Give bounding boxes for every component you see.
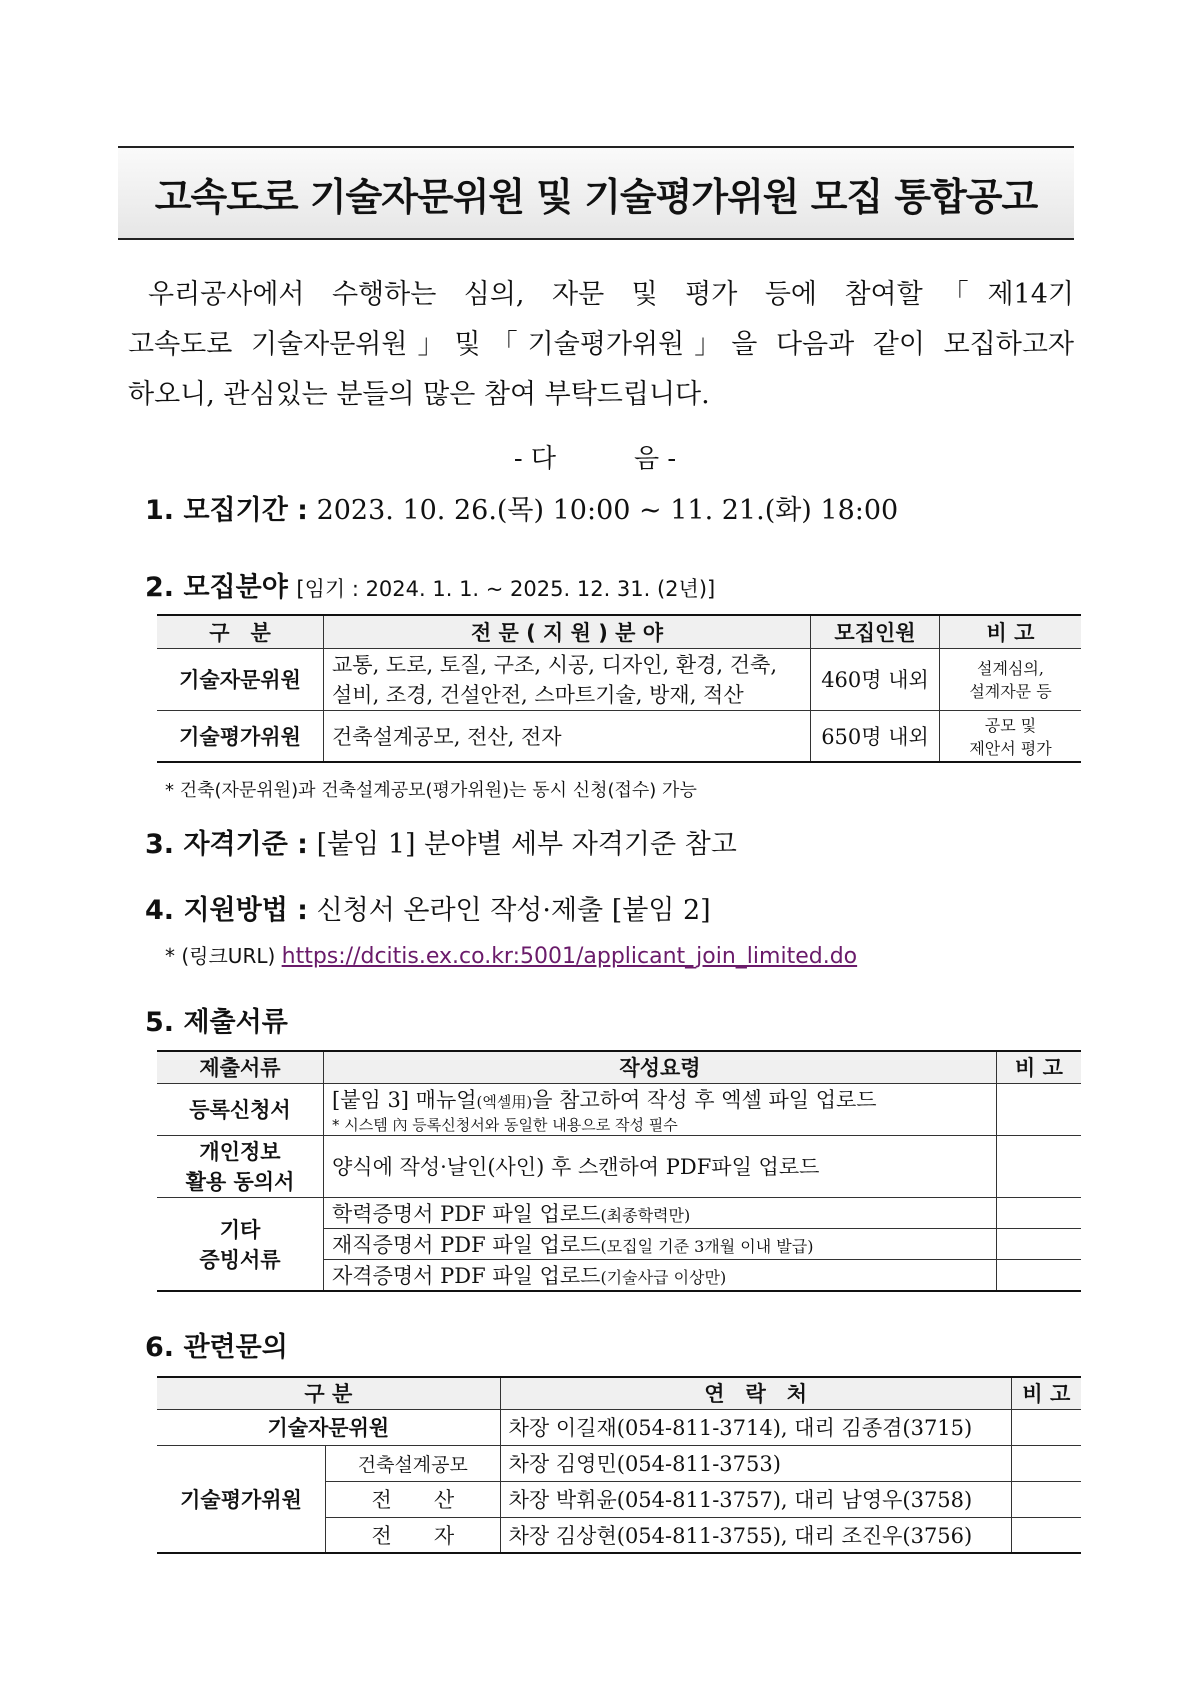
- footnote: * 건축(자문위원)과 건축설계공모(평가위원)는 동시 신청(접수) 가능: [165, 780, 697, 801]
- instruction-text: 자격증명서 PDF 파일 업로드: [332, 1263, 601, 1288]
- doc-note: [997, 1197, 1082, 1228]
- row-field: [324, 648, 811, 710]
- instruction-small: (모집일 기준 3개월 이내 발급): [600, 1236, 814, 1256]
- page-title: 고속도로 기술자문위원 및 기술평가위원 모집 통합공고: [154, 174, 1038, 219]
- table-row: [157, 1409, 1081, 1445]
- row-name: 기술평가위원: [157, 710, 324, 762]
- doc-note: [997, 1259, 1082, 1291]
- doc-note: [997, 1228, 1082, 1259]
- field-table: [157, 614, 1081, 763]
- instruction-text: [붙임 3] 매뉴얼: [332, 1087, 477, 1112]
- col-header: 구 분: [157, 1377, 500, 1409]
- section-label: 6. 관련문의: [145, 1332, 288, 1363]
- doc-note: [997, 1135, 1082, 1197]
- doc-name-line: 증빙서류: [199, 1247, 281, 1272]
- row-count: 650명 내외: [811, 710, 940, 762]
- apply-method: 신청서 온라인 작성·제출 [붙임 2]: [316, 895, 711, 926]
- intro-paragraph: [128, 270, 1074, 420]
- doc-instruction: 양식에 작성·날인(사인) 후 스캔하여 PDF파일 업로드: [324, 1135, 997, 1197]
- contact-info: 차장 김상현(054-811-3755), 대리 조진우(3756): [500, 1517, 1011, 1553]
- section-5: [145, 1000, 288, 1039]
- contact-note: [1011, 1445, 1081, 1481]
- section-label: 2. 모집분야: [145, 572, 288, 603]
- contact-group: 기술자문위원: [157, 1409, 500, 1445]
- col-header: 비 고: [940, 615, 1082, 648]
- contact-note: [1011, 1409, 1081, 1445]
- instruction-text: 학력증명서 PDF 파일 업로드: [332, 1201, 601, 1226]
- doc-name: [157, 1135, 324, 1197]
- row-note: [940, 648, 1082, 710]
- row-note: [940, 710, 1082, 762]
- contact-note: [1011, 1481, 1081, 1517]
- col-header: 제출서류: [157, 1051, 324, 1083]
- apply-link[interactable]: https://dcitis.ex.co.kr:5001/applicant_join_limited.do: [281, 944, 858, 969]
- recruit-period: 2023. 10. 26.(목) 10:00 ~ 11. 21.(화) 18:00: [316, 495, 899, 526]
- section-label: 4. 지원방법 :: [145, 895, 308, 926]
- section-1: [145, 488, 898, 527]
- col-header: 구 분: [157, 615, 324, 648]
- link-prefix: * (링크URL): [165, 944, 276, 968]
- contact-field: 건축설계공모: [326, 1445, 501, 1481]
- doc-name-line: 기타: [219, 1217, 261, 1242]
- doc-name-line: 개인정보: [199, 1140, 281, 1164]
- instruction-text: 재직증명서 PDF 파일 업로드: [332, 1232, 601, 1257]
- intro-line: 고속도로 기술자문위원」및「기술평가위원」을 다음과 같이 모집하고자: [128, 329, 1074, 360]
- col-header: 작성요령: [324, 1051, 997, 1083]
- row-count: 460명 내외: [811, 648, 940, 710]
- field-line: 설비, 조경, 건설안전, 스마트기술, 방재, 적산: [332, 683, 744, 707]
- note-line: 제안서 평가: [969, 738, 1052, 758]
- da-eum-heading: - 다 음 -: [513, 444, 677, 474]
- section-2: [145, 565, 715, 604]
- intro-line: 하오니, 관심있는 분들의 많은 참여 부탁드립니다.: [128, 379, 710, 410]
- table-row: [157, 1445, 1081, 1481]
- title-box: [118, 146, 1074, 240]
- link-line: [165, 940, 857, 969]
- section-label: 3. 자격기준 :: [145, 829, 308, 860]
- doc-name: 등록신청서: [157, 1083, 324, 1135]
- instruction-small: (기술사급 이상만): [600, 1267, 727, 1287]
- contact-field: 전 산: [326, 1481, 501, 1517]
- contact-info: 차장 이길재(054-811-3714), 대리 김종겸(3715): [500, 1409, 1011, 1445]
- table-row: [157, 1135, 1081, 1197]
- doc-instruction: [324, 1259, 997, 1291]
- note-line: 설계자문 등: [969, 682, 1052, 701]
- section-6: [145, 1325, 288, 1364]
- note-line: 공모 및: [984, 715, 1037, 735]
- doc-instruction: [324, 1228, 997, 1259]
- doc-name: [157, 1197, 324, 1291]
- section-4: [145, 888, 711, 927]
- contact-table: [157, 1376, 1081, 1554]
- criteria-value: [붙임 1] 분야별 세부 자격기준 참고: [316, 829, 737, 860]
- table-row: [157, 1083, 1081, 1135]
- contact-info: 차장 박휘윤(054-811-3757), 대리 남영우(3758): [500, 1481, 1011, 1517]
- contact-group: 기술평가위원: [157, 1445, 326, 1553]
- table-row: [157, 648, 1081, 710]
- col-header: 모집인원: [811, 615, 940, 648]
- instruction-small: (최종학력만): [600, 1205, 691, 1225]
- instruction-sub: * 시스템 內 등록신청서와 동일한 내용으로 작성 필수: [332, 1115, 678, 1134]
- col-header: 비 고: [997, 1051, 1082, 1083]
- col-header: 연 락 처: [500, 1377, 1011, 1409]
- row-field: 건축설계공모, 전산, 전자: [324, 710, 811, 762]
- doc-name-line: 활용 동의서: [185, 1170, 295, 1194]
- doc-instruction: [324, 1197, 997, 1228]
- doc-note: [997, 1083, 1082, 1135]
- contact-note: [1011, 1517, 1081, 1553]
- documents-table: [157, 1050, 1081, 1292]
- table-row: [157, 710, 1081, 762]
- contact-field: 전 자: [326, 1517, 501, 1553]
- contact-info: 차장 김영민(054-811-3753): [500, 1445, 1011, 1481]
- intro-line: 우리공사에서 수행하는 심의, 자문 및 평가 등에 참여할「제14기: [148, 279, 1074, 310]
- note-line: 설계심의,: [977, 659, 1044, 678]
- col-header: 비 고: [1011, 1377, 1081, 1409]
- section-3: [145, 822, 737, 861]
- doc-instruction: [324, 1083, 997, 1135]
- table-row: [157, 1197, 1081, 1228]
- row-name: 기술자문위원: [157, 648, 324, 710]
- col-header: 전 문 ( 지 원 ) 분 야: [324, 615, 811, 648]
- section-label: 5. 제출서류: [145, 1007, 288, 1038]
- section-label: 1. 모집기간 :: [145, 495, 308, 526]
- instruction-line: [332, 1084, 988, 1114]
- term-note: [임기 : 2024. 1. 1. ~ 2025. 12. 31. (2년)]: [296, 577, 716, 601]
- instruction-text: 을 참고하여 작성 후 엑셀 파일 업로드: [532, 1087, 877, 1112]
- instruction-small: (엑셀用): [476, 1092, 533, 1111]
- field-line: 교통, 도로, 토질, 구조, 시공, 디자인, 환경, 건축,: [332, 653, 777, 677]
